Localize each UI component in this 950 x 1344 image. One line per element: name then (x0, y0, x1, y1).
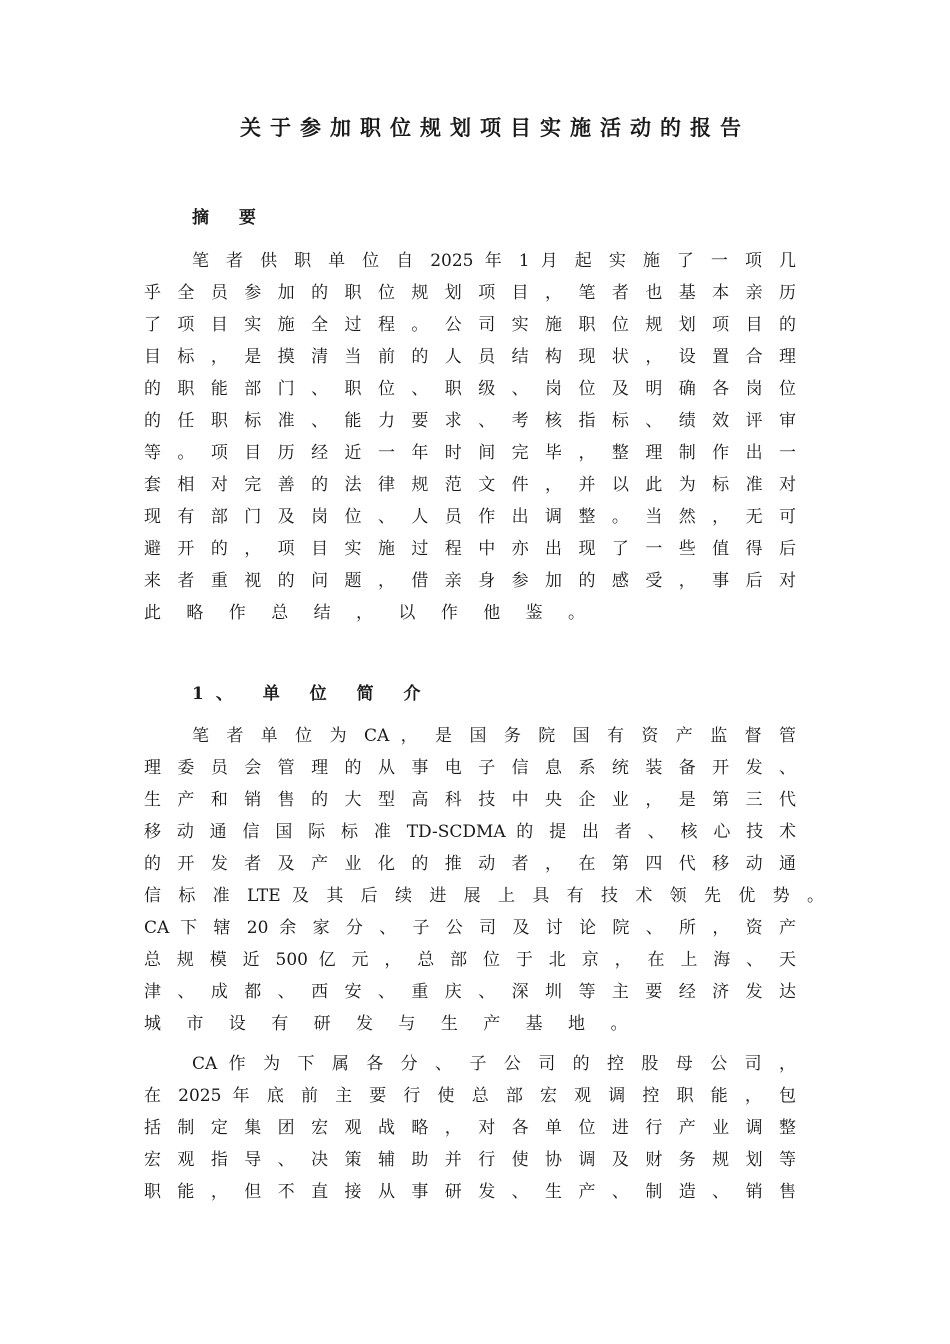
text-line: 津 、 成 都 、 西 安 、 重 庆 、 深 圳 等 主 要 经 济 发 达 (144, 982, 796, 1002)
text-line: 的 任 职 标 准 、 能 力 要 求 、 考 核 指 标 、 绩 效 评 审 (144, 411, 796, 431)
text-line: 总 规 模 近 500 亿 元 ， 总 部 位 于 北 京 ， 在 上 海 、 天 (144, 950, 796, 970)
abstract-paragraph (144, 245, 796, 629)
text-line: 笔 者 供 职 单 位 自 2025 年 1 月 起 实 施 了 一 项 几 (192, 251, 796, 271)
text-line: 生 产 和 销 售 的 大 型 高 科 技 中 央 企 业 ， 是 第 三 代 (144, 790, 796, 810)
text-line: 职 能 ， 但 不 直 接 从 事 研 发 、 生 产 、 制 造 、 销 售 (144, 1182, 796, 1202)
text-line: 笔 者 单 位 为 CA ， 是 国 务 院 国 有 资 产 监 督 管 (192, 726, 796, 746)
text-line: 信 标 准 LTE 及 其 后 续 进 展 上 具 有 技 术 领 先 优 势 。 (144, 886, 824, 906)
text-line: 城 市 设 有 研 发 与 生 产 基 地 。 (144, 1014, 638, 1034)
text-line: 现 有 部 门 及 岗 位 、 人 员 作 出 调 整 。 当 然 ， 无 可 (144, 507, 796, 527)
text-line: 的 职 能 部 门 、 职 位 、 职 级 、 岗 位 及 明 确 各 岗 位 (144, 379, 796, 399)
text-line: 此 略 作 总 结 ， 以 作 他 鉴 。 (144, 603, 596, 623)
text-line: 宏 观 指 导 、 决 策 辅 助 并 行 使 协 调 及 财 务 规 划 等 (144, 1150, 796, 1170)
text-line: 避 开 的 ， 项 目 实 施 过 程 中 亦 出 现 了 一 些 值 得 后 (144, 539, 796, 559)
text-line: 移 动 通 信 国 际 标 准 TD-SCDMA 的 提 出 者 、 核 心 技 术 (144, 822, 796, 842)
section-1-heading: 1、 单 位 简 介 (192, 684, 433, 704)
text-line: 来 者 重 视 的 问 题 ， 借 亲 身 参 加 的 感 受 ， 事 后 对 (144, 571, 796, 591)
text-line: 等 。 项 目 历 经 近 一 年 时 间 完 毕 ， 整 理 制 作 出 一 (144, 443, 796, 463)
text-line: 在 2025 年 底 前 主 要 行 使 总 部 宏 观 调 控 职 能 ， 包 (144, 1086, 797, 1106)
text-line: 理 委 员 会 管 理 的 从 事 电 子 信 息 系 统 装 备 开 发 、 (144, 758, 796, 778)
section-1-paragraph-1 (144, 720, 824, 1040)
document-title: 关于参加职位规划项目实施活动的报告 (240, 115, 750, 140)
text-line: 括 制 定 集 团 宏 观 战 略 ， 对 各 单 位 进 行 产 业 调 整 (144, 1118, 796, 1138)
text-line: 套 相 对 完 善 的 法 律 规 范 文 件 ， 并 以 此 为 标 准 对 (144, 475, 796, 495)
text-line: 乎 全 员 参 加 的 职 位 规 划 项 目 ， 笔 者 也 基 本 亲 历 (144, 283, 796, 303)
abstract-heading: 摘 要 (192, 208, 268, 228)
text-line: 了 项 目 实 施 全 过 程 。 公 司 实 施 职 位 规 划 项 目 的 (144, 315, 796, 335)
text-line: 目 标 ， 是 摸 清 当 前 的 人 员 结 构 现 状 ， 设 置 合 理 (144, 347, 796, 367)
section-1-paragraph-2 (144, 1048, 796, 1208)
text-line: CA 下 辖 20 余 家 分 、 子 公 司 及 讨 论 院 、 所 ， 资 产 (144, 918, 796, 938)
text-line: 的 开 发 者 及 产 业 化 的 推 动 者 ， 在 第 四 代 移 动 通 (144, 854, 796, 874)
text-line: CA 作 为 下 属 各 分 、 子 公 司 的 控 股 母 公 司 ， (192, 1054, 796, 1074)
